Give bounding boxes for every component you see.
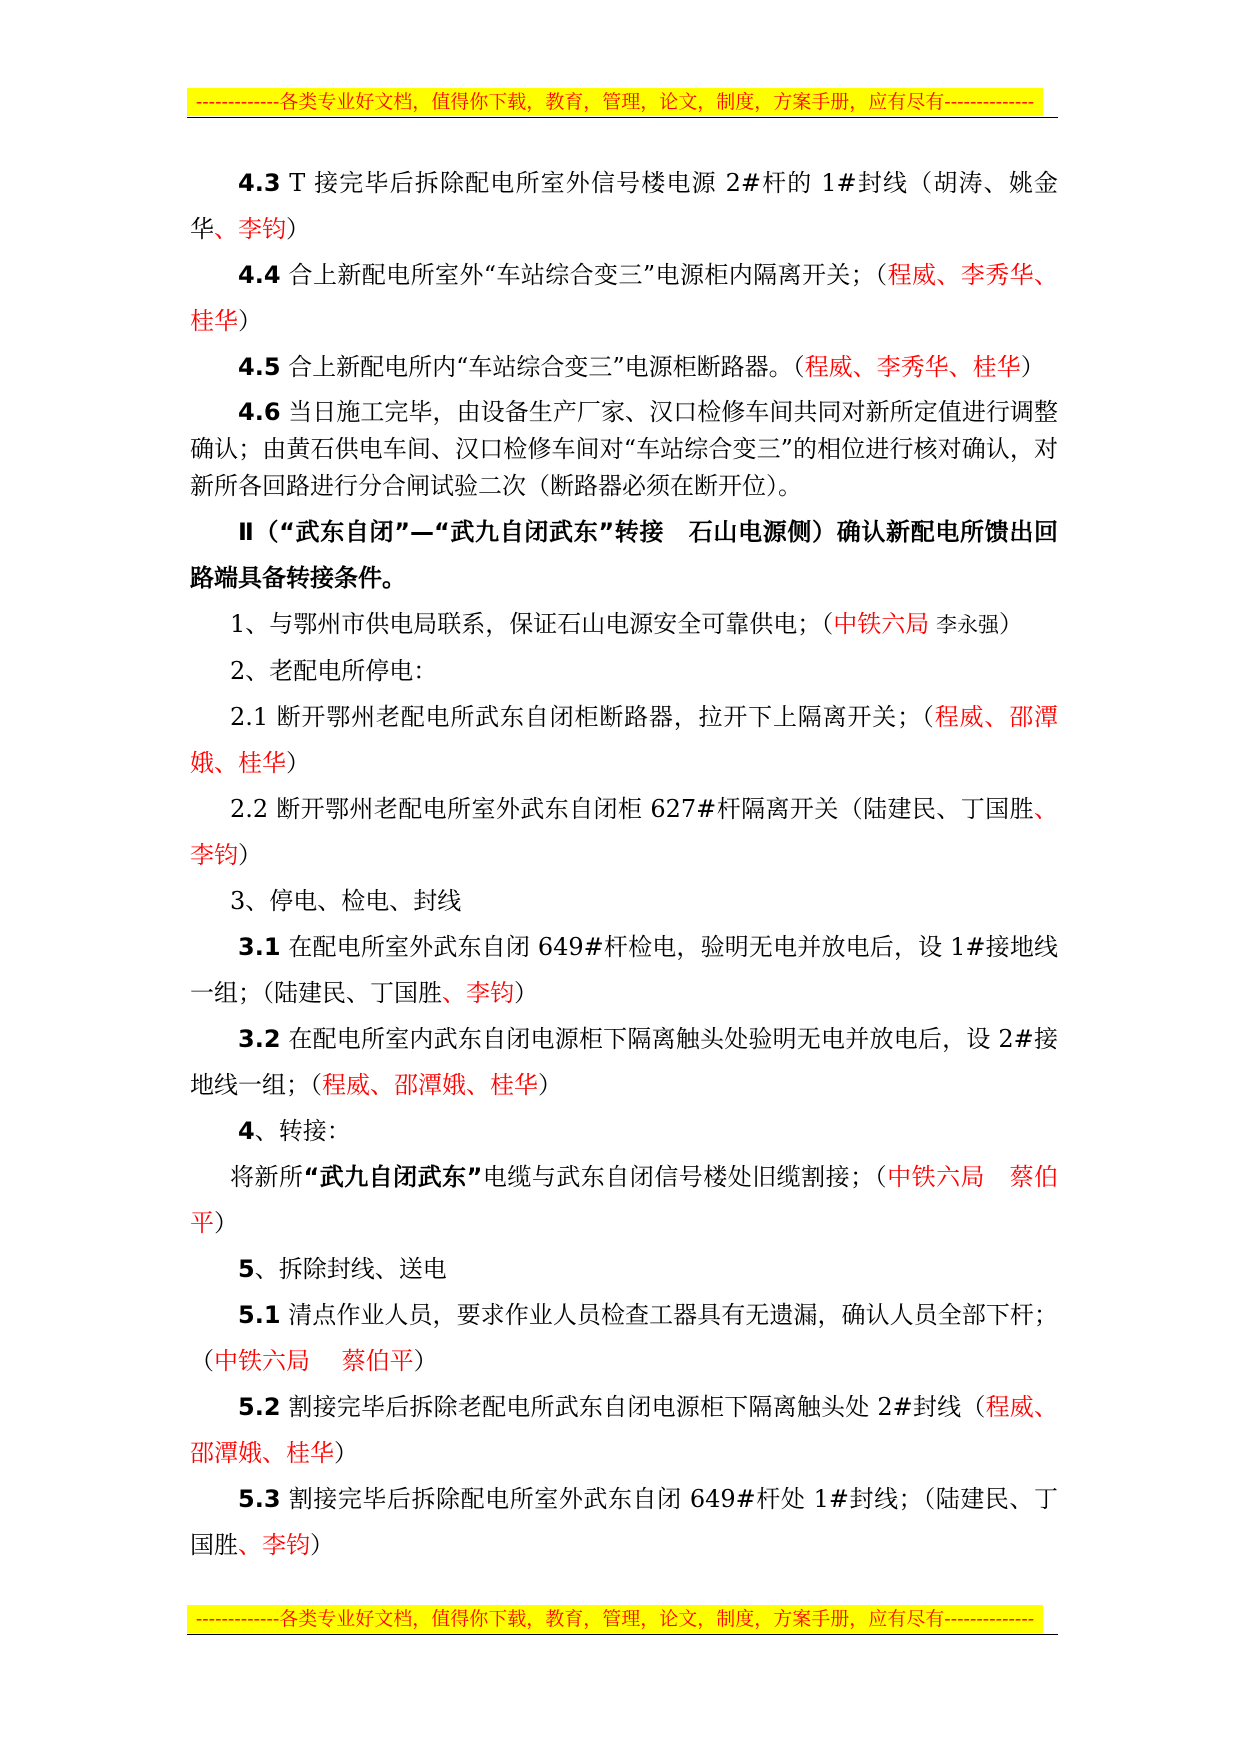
paragraph-2-2: [190, 786, 1058, 878]
paragraph-tail: ）: [310, 1531, 334, 1559]
cable-name: “武九自闭武东”: [303, 1163, 483, 1191]
paragraph-text: 2.1 断开鄂州老配电所武东自闭柜断路器，拉开下上隔离开关；（: [230, 703, 935, 731]
paragraph-3: 3、停电、检电、封线: [230, 887, 462, 915]
responsible-persons: 中铁六局 蔡伯平: [190, 1163, 1059, 1237]
paragraph-text: 当日施工完毕，由设备生产厂家、汉口检修车间共同对新所定值进行调整确认；由黄石供电车间、汉口检修车间对“车站综合变三”的相位进行核对确认，对新所各回路进行分合闸试验二次（断路器必须在断开位）。: [190, 398, 1058, 500]
paragraph-text: 将新所: [230, 1163, 304, 1191]
item-number: 5.2: [238, 1393, 281, 1421]
paragraph-2-1: [190, 694, 1058, 786]
paragraph-4-6: [190, 394, 1058, 505]
responsible-persons: 、李钧: [190, 795, 1058, 869]
paragraph-tail: ）: [286, 749, 310, 777]
responsible-persons: 程威、邵潭娥、桂华: [322, 1071, 538, 1099]
paragraph-tail: ）: [1020, 353, 1045, 381]
responsible-persons: 程威、邵潭娥、桂华: [190, 1393, 1059, 1467]
responsible-persons: 、李钧: [442, 979, 514, 1007]
responsible-person: 李永强: [929, 613, 999, 637]
paragraph-text: 电缆与武东自闭信号楼处旧缆割接；（: [482, 1163, 888, 1191]
item-number: 4.4: [238, 261, 281, 289]
paragraph-4: [190, 1108, 1058, 1154]
paragraph-5-3: [190, 1476, 1058, 1568]
responsible-persons: 程威、李秀华、桂华: [190, 261, 1058, 335]
item-number: 5.1: [238, 1301, 281, 1329]
paragraph-5-2: [190, 1384, 1058, 1476]
paragraph-1: [190, 601, 1058, 648]
item-number: 5: [238, 1255, 255, 1283]
paragraph-text: 在配电所室外武东自闭 649#杆检电，验明无电并放电后，设 1#接地线一组；（陆建民、丁国胜: [190, 933, 1058, 1007]
responsible-unit: 中铁六局: [833, 610, 930, 638]
paragraph-tail: ）: [514, 979, 538, 1007]
paragraph-tail: ）: [334, 1439, 358, 1467]
footer-rule: [187, 1634, 1058, 1635]
paragraph-text: 1、与鄂州市供电局联系，保证石山电源安全可靠供电；（: [230, 610, 834, 638]
paragraph-tail: ）: [538, 1071, 562, 1099]
item-number: 4.6: [238, 398, 281, 426]
paragraph-text: 在配电所室内武东自闭电源柜下隔离触头处验明无电并放电后，设 2#接地线一组；（: [190, 1025, 1058, 1099]
paragraph-tail: ）: [238, 307, 262, 335]
header-banner: -------------各类专业好文档，值得你下载，教育，管理，论文，制度，方案手册，应有尽有--------------: [187, 88, 1043, 116]
paragraph-tail: ）: [998, 610, 1023, 638]
paragraph-text: 、拆除封线、送电: [254, 1255, 447, 1283]
paragraph-text: 2.2 断开鄂州老配电所室外武东自闭柜 627#杆隔离开关（陆建民、丁国胜: [230, 795, 1034, 823]
paragraph-tail: ）: [286, 215, 310, 243]
paragraph-text: T 接完毕后拆除配电所室外信号楼电源 2#杆的 1#封线（胡涛、姚金华: [190, 169, 1058, 243]
paragraph-text: 割接完毕后拆除配电所室外武东自闭 649#杆处 1#封线；（陆建民、丁国胜: [190, 1485, 1058, 1559]
paragraph-tail: ）: [238, 841, 262, 869]
paragraph-text: 合上新配电所内“车站综合变三”电源柜断路器。（: [280, 353, 805, 381]
paragraph-4-5: [190, 344, 1058, 390]
paragraph-text: 清点作业人员，要求作业人员检查工器具有无遗漏，确认人员全部下杆；（: [190, 1301, 1058, 1375]
responsible-persons: 、李钧: [214, 215, 286, 243]
responsible-persons: 程威、李秀华、桂华: [804, 353, 1021, 381]
paragraph-4-4: [190, 252, 1058, 344]
paragraph-2: 2、老配电所停电：: [230, 657, 438, 685]
paragraph-text: 、转接：: [254, 1117, 351, 1145]
item-number: 4: [238, 1117, 255, 1145]
paragraph-5-1: [190, 1292, 1058, 1384]
item-number: 5.3: [238, 1485, 281, 1513]
footer-banner: -------------各类专业好文档，值得你下载，教育，管理，论文，制度，方案手册，应有尽有--------------: [187, 1605, 1043, 1633]
paragraph-3-1: [190, 924, 1058, 1016]
paragraph-text: 合上新配电所室外“车站综合变三”电源柜内隔离开关；（: [280, 261, 888, 289]
paragraph-5: [190, 1246, 1058, 1292]
responsible-persons: 、李钧: [238, 1531, 310, 1559]
item-number: 3.2: [238, 1025, 281, 1053]
section-heading-ii: Ⅱ（“武东自闭”—“武九自闭武东”转接 石山电源侧）确认新配电所馈出回路端具备转接条件。: [190, 518, 1058, 592]
paragraph-text: 割接完毕后拆除老配电所武东自闭电源柜下隔离触头处 2#封线（: [280, 1393, 986, 1421]
paragraph-4-body: [190, 1154, 1058, 1246]
paragraph-3-2: [190, 1016, 1058, 1108]
item-number: 4.5: [238, 353, 281, 381]
paragraph-tail: ）: [413, 1347, 438, 1375]
header-rule: [187, 117, 1058, 118]
item-number: 3.1: [238, 933, 281, 961]
paragraph-tail: ）: [214, 1209, 238, 1237]
responsible-persons: 程威、邵潭娥、桂华: [190, 703, 1059, 777]
responsible-persons: 中铁六局 蔡伯平: [214, 1347, 414, 1375]
document-body: [190, 160, 1058, 1568]
item-number: 4.3: [238, 169, 281, 197]
paragraph-4-3: [190, 160, 1058, 252]
